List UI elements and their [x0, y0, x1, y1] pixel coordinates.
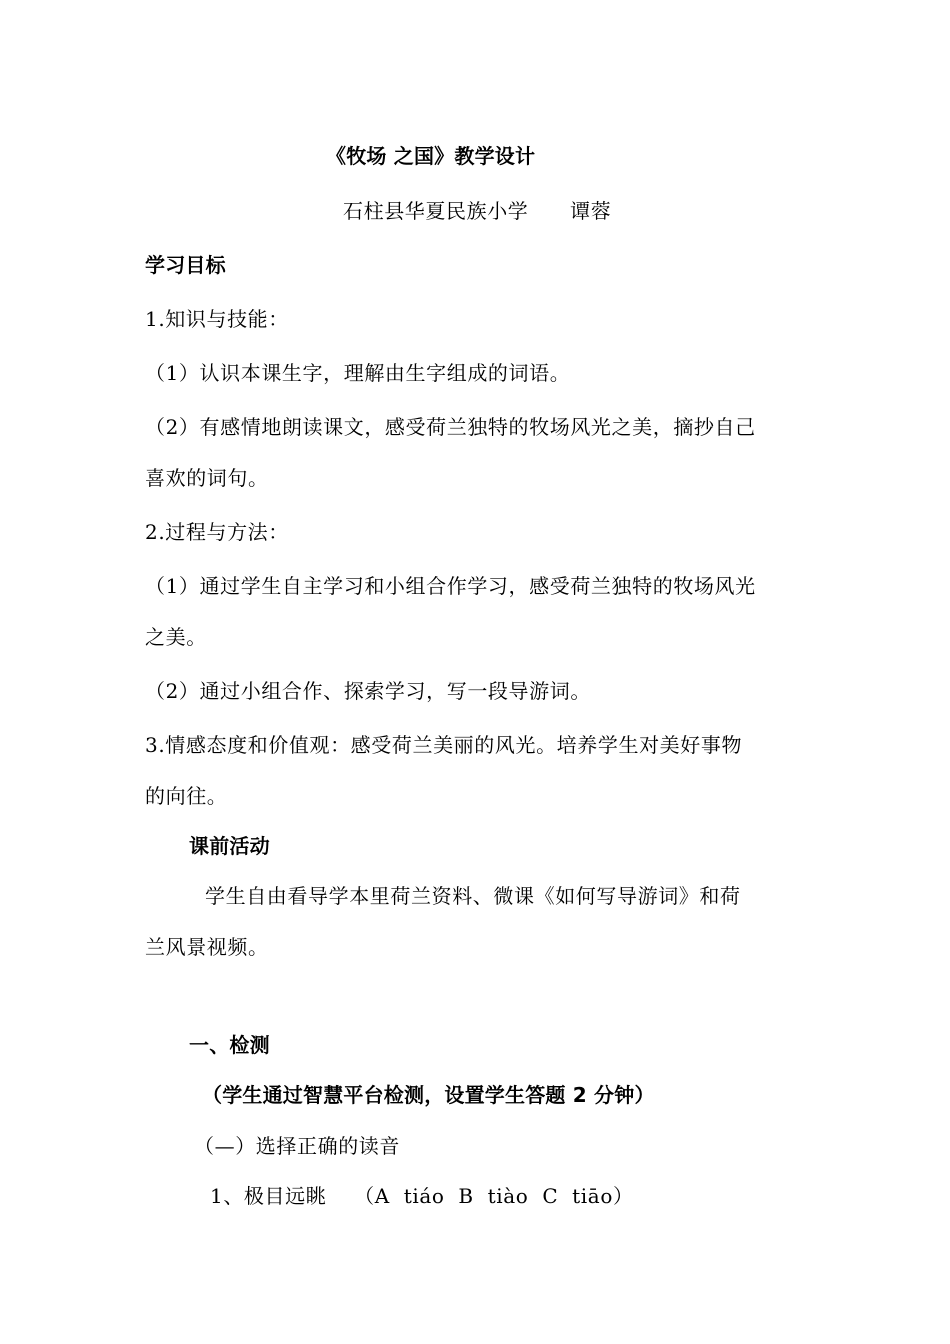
question-1: 1、极目远眺 （A tiáo B tiào C tiāo） [210, 1184, 634, 1208]
document-title: 《牧场 之国》教学设计 [326, 144, 536, 168]
preclass-line2: 兰风景视频。 [145, 935, 269, 959]
goal3-line2: 的向往。 [145, 784, 228, 808]
section1-note: （学生通过智慧平台检测，设置学生答题 2 分钟） [202, 1083, 655, 1107]
section1-heading: 一、检测 [189, 1033, 270, 1057]
goal3-line1: 3.情感态度和价值观：感受荷兰美丽的风光。培养学生对美好事物 [145, 733, 743, 757]
preclass-line1: 学生自由看导学本里荷兰资料、微课《如何写导游词》和荷 [205, 884, 741, 908]
goals-heading: 学习目标 [145, 253, 226, 277]
goal1-item1: （1）认识本课生字，理解由生字组成的词语。 [145, 361, 571, 385]
author-line: 石柱县华夏民族小学 谭蓉 [343, 199, 612, 223]
goal2-item1-line2: 之美。 [145, 625, 207, 649]
goal1-item2-line2: 喜欢的词句。 [145, 466, 269, 490]
goal2-item1-line1: （1）通过学生自主学习和小组合作学习，感受荷兰独特的牧场风光 [145, 574, 756, 598]
subsection1-heading: （—）选择正确的读音 [194, 1134, 400, 1158]
goal2-item2: （2）通过小组合作、探索学习，写一段导游词。 [145, 679, 591, 703]
goal1-heading: 1.知识与技能： [145, 307, 289, 331]
goal2-heading: 2.过程与方法： [145, 520, 289, 544]
preclass-heading: 课前活动 [189, 834, 270, 858]
goal1-item2-line1: （2）有感情地朗读课文，感受荷兰独特的牧场风光之美，摘抄自己 [145, 415, 756, 439]
